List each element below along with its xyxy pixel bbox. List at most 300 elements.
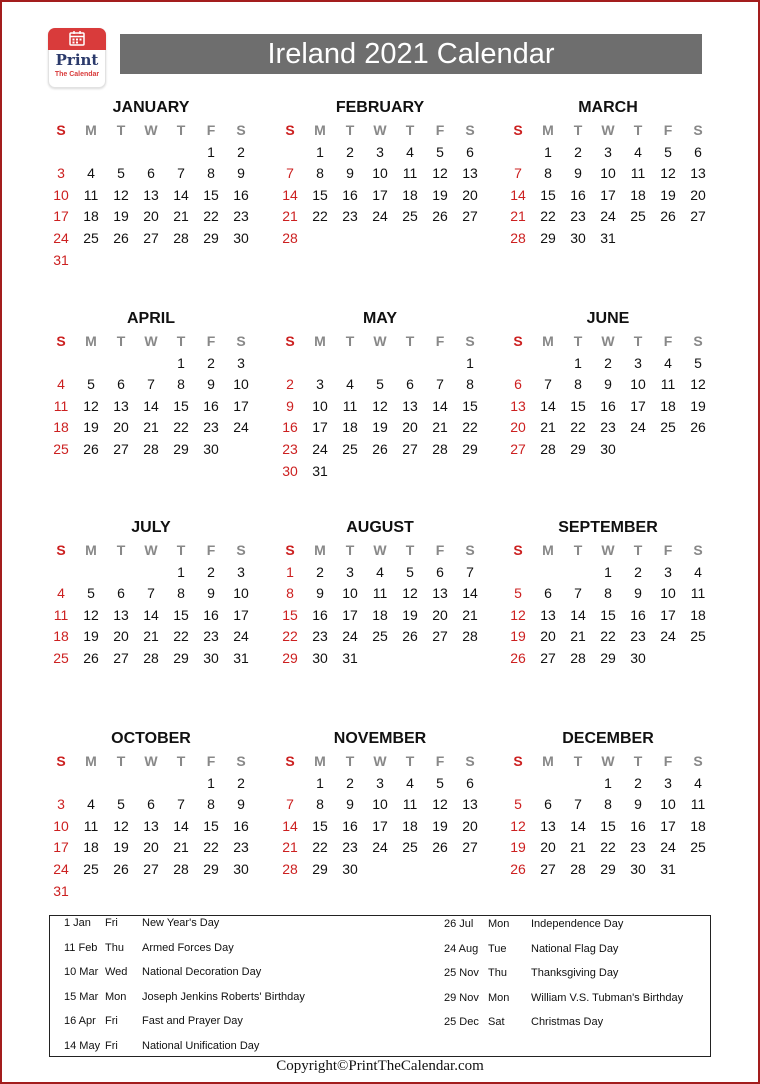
day-cell[interactable]: 5 [117, 796, 125, 813]
day-cell[interactable]: 14 [173, 817, 189, 834]
day-cell[interactable]: 26 [372, 440, 388, 457]
day-cell[interactable]: 7 [544, 376, 552, 393]
day-cell[interactable]: 16 [630, 817, 646, 834]
day-cell[interactable]: 27 [113, 440, 129, 457]
day-cell[interactable]: 7 [147, 376, 155, 393]
day-cell[interactable]: 21 [462, 606, 478, 623]
day-cell[interactable]: 27 [143, 860, 159, 877]
day-cell[interactable]: 3 [237, 563, 245, 580]
day-cell[interactable]: 6 [147, 796, 155, 813]
day-cell[interactable]: 23 [630, 628, 646, 645]
day-cell[interactable]: 16 [630, 606, 646, 623]
day-cell[interactable]: 3 [316, 376, 324, 393]
day-cell[interactable]: 20 [402, 419, 418, 436]
day-cell[interactable]: 25 [660, 419, 676, 436]
day-cell[interactable]: 29 [462, 440, 478, 457]
day-cell[interactable]: 2 [286, 376, 294, 393]
day-cell[interactable]: 9 [346, 165, 354, 182]
day-cell[interactable]: 4 [87, 165, 95, 182]
day-cell[interactable]: 18 [83, 839, 99, 856]
day-cell[interactable]: 6 [466, 774, 474, 791]
day-cell[interactable]: 10 [233, 585, 249, 602]
day-cell[interactable]: 23 [630, 839, 646, 856]
day-cell[interactable]: 23 [570, 208, 586, 225]
day-cell[interactable]: 6 [117, 585, 125, 602]
day-cell[interactable]: 17 [233, 397, 249, 414]
day-cell[interactable]: 29 [312, 860, 328, 877]
day-cell[interactable]: 14 [143, 397, 159, 414]
day-cell[interactable]: 5 [514, 585, 522, 602]
day-cell[interactable]: 5 [514, 796, 522, 813]
day-cell[interactable]: 5 [664, 143, 672, 160]
day-cell[interactable]: 11 [402, 165, 418, 182]
day-cell[interactable]: 14 [570, 817, 586, 834]
day-cell[interactable]: 7 [514, 165, 522, 182]
day-cell[interactable]: 17 [53, 839, 69, 856]
day-cell[interactable]: 27 [540, 649, 556, 666]
day-cell[interactable]: 16 [203, 606, 219, 623]
day-cell[interactable]: 21 [173, 208, 189, 225]
day-cell[interactable]: 9 [346, 796, 354, 813]
day-cell[interactable]: 23 [203, 628, 219, 645]
day-cell[interactable]: 23 [203, 419, 219, 436]
day-cell[interactable]: 25 [690, 628, 706, 645]
day-cell[interactable]: 17 [342, 606, 358, 623]
day-cell[interactable]: 7 [574, 585, 582, 602]
day-cell[interactable]: 18 [83, 208, 99, 225]
day-cell[interactable]: 24 [53, 860, 69, 877]
day-cell[interactable]: 25 [83, 860, 99, 877]
day-cell[interactable]: 1 [207, 143, 215, 160]
day-cell[interactable]: 9 [237, 796, 245, 813]
day-cell[interactable]: 8 [316, 165, 324, 182]
day-cell[interactable]: 20 [462, 817, 478, 834]
day-cell[interactable]: 3 [604, 143, 612, 160]
day-cell[interactable]: 24 [372, 839, 388, 856]
day-cell[interactable]: 21 [173, 839, 189, 856]
day-cell[interactable]: 1 [574, 354, 582, 371]
day-cell[interactable]: 22 [540, 208, 556, 225]
day-cell[interactable]: 17 [630, 397, 646, 414]
day-cell[interactable]: 13 [143, 186, 159, 203]
day-cell[interactable]: 26 [510, 860, 526, 877]
day-cell[interactable]: 27 [510, 440, 526, 457]
day-cell[interactable]: 25 [342, 440, 358, 457]
day-cell[interactable]: 30 [630, 649, 646, 666]
day-cell[interactable]: 10 [372, 165, 388, 182]
day-cell[interactable]: 25 [630, 208, 646, 225]
day-cell[interactable]: 2 [346, 774, 354, 791]
day-cell[interactable]: 21 [143, 419, 159, 436]
day-cell[interactable]: 31 [233, 649, 249, 666]
day-cell[interactable]: 7 [436, 376, 444, 393]
day-cell[interactable]: 18 [690, 817, 706, 834]
day-cell[interactable]: 2 [316, 563, 324, 580]
day-cell[interactable]: 12 [432, 165, 448, 182]
day-cell[interactable]: 1 [286, 563, 294, 580]
day-cell[interactable]: 20 [510, 419, 526, 436]
day-cell[interactable]: 30 [570, 229, 586, 246]
day-cell[interactable]: 14 [432, 397, 448, 414]
day-cell[interactable]: 20 [462, 186, 478, 203]
day-cell[interactable]: 3 [237, 354, 245, 371]
day-cell[interactable]: 18 [630, 186, 646, 203]
day-cell[interactable]: 3 [664, 774, 672, 791]
day-cell[interactable]: 3 [634, 354, 642, 371]
day-cell[interactable]: 17 [233, 606, 249, 623]
day-cell[interactable]: 28 [282, 860, 298, 877]
day-cell[interactable]: 3 [664, 563, 672, 580]
day-cell[interactable]: 29 [173, 440, 189, 457]
day-cell[interactable]: 24 [660, 628, 676, 645]
day-cell[interactable]: 19 [402, 606, 418, 623]
day-cell[interactable]: 27 [690, 208, 706, 225]
day-cell[interactable]: 20 [540, 628, 556, 645]
day-cell[interactable]: 8 [207, 796, 215, 813]
day-cell[interactable]: 21 [540, 419, 556, 436]
day-cell[interactable]: 20 [690, 186, 706, 203]
day-cell[interactable]: 19 [113, 839, 129, 856]
day-cell[interactable]: 23 [312, 628, 328, 645]
day-cell[interactable]: 16 [312, 606, 328, 623]
day-cell[interactable]: 21 [143, 628, 159, 645]
day-cell[interactable]: 22 [600, 628, 616, 645]
day-cell[interactable]: 4 [57, 376, 65, 393]
day-cell[interactable]: 26 [83, 649, 99, 666]
day-cell[interactable]: 29 [173, 649, 189, 666]
day-cell[interactable]: 7 [466, 563, 474, 580]
day-cell[interactable]: 22 [312, 839, 328, 856]
day-cell[interactable]: 3 [57, 165, 65, 182]
day-cell[interactable]: 13 [462, 165, 478, 182]
day-cell[interactable]: 5 [436, 143, 444, 160]
day-cell[interactable]: 17 [312, 419, 328, 436]
day-cell[interactable]: 8 [177, 585, 185, 602]
day-cell[interactable]: 22 [570, 419, 586, 436]
day-cell[interactable]: 23 [282, 440, 298, 457]
day-cell[interactable]: 23 [342, 839, 358, 856]
day-cell[interactable]: 16 [233, 817, 249, 834]
day-cell[interactable]: 8 [604, 796, 612, 813]
day-cell[interactable]: 31 [312, 462, 328, 479]
day-cell[interactable]: 1 [316, 774, 324, 791]
copyright-text[interactable]: Copyright©PrintTheCalendar.com [276, 1058, 484, 1074]
day-cell[interactable]: 10 [342, 585, 358, 602]
day-cell[interactable]: 11 [690, 585, 706, 602]
day-cell[interactable]: 26 [113, 229, 129, 246]
day-cell[interactable]: 15 [173, 606, 189, 623]
day-cell[interactable]: 21 [570, 628, 586, 645]
day-cell[interactable]: 30 [203, 649, 219, 666]
day-cell[interactable]: 22 [173, 628, 189, 645]
day-cell[interactable]: 28 [462, 628, 478, 645]
day-cell[interactable]: 20 [113, 419, 129, 436]
day-cell[interactable]: 14 [540, 397, 556, 414]
day-cell[interactable]: 11 [53, 606, 69, 623]
day-cell[interactable]: 20 [143, 208, 159, 225]
day-cell[interactable]: 4 [694, 563, 702, 580]
day-cell[interactable]: 20 [143, 839, 159, 856]
day-cell[interactable]: 30 [312, 649, 328, 666]
day-cell[interactable]: 24 [312, 440, 328, 457]
day-cell[interactable]: 13 [143, 817, 159, 834]
day-cell[interactable]: 31 [342, 649, 358, 666]
day-cell[interactable]: 19 [113, 208, 129, 225]
day-cell[interactable]: 12 [402, 585, 418, 602]
day-cell[interactable]: 14 [282, 186, 298, 203]
day-cell[interactable]: 26 [113, 860, 129, 877]
day-cell[interactable]: 8 [286, 585, 294, 602]
day-cell[interactable]: 25 [402, 839, 418, 856]
day-cell[interactable]: 4 [406, 143, 414, 160]
day-cell[interactable]: 27 [113, 649, 129, 666]
day-cell[interactable]: 28 [282, 229, 298, 246]
day-cell[interactable]: 7 [286, 796, 294, 813]
day-cell[interactable]: 28 [143, 440, 159, 457]
day-cell[interactable]: 24 [342, 628, 358, 645]
day-cell[interactable]: 13 [540, 606, 556, 623]
day-cell[interactable]: 25 [690, 839, 706, 856]
day-cell[interactable]: 23 [342, 208, 358, 225]
day-cell[interactable]: 9 [207, 376, 215, 393]
day-cell[interactable]: 12 [83, 397, 99, 414]
day-cell[interactable]: 3 [376, 774, 384, 791]
day-cell[interactable]: 28 [570, 649, 586, 666]
day-cell[interactable]: 14 [282, 817, 298, 834]
day-cell[interactable]: 18 [342, 419, 358, 436]
day-cell[interactable]: 5 [87, 376, 95, 393]
day-cell[interactable]: 16 [342, 817, 358, 834]
day-cell[interactable]: 29 [600, 860, 616, 877]
day-cell[interactable]: 24 [53, 229, 69, 246]
day-cell[interactable]: 2 [207, 563, 215, 580]
day-cell[interactable]: 15 [600, 606, 616, 623]
day-cell[interactable]: 8 [544, 165, 552, 182]
day-cell[interactable]: 5 [117, 165, 125, 182]
day-cell[interactable]: 1 [316, 143, 324, 160]
day-cell[interactable]: 16 [233, 186, 249, 203]
day-cell[interactable]: 2 [634, 563, 642, 580]
day-cell[interactable]: 28 [540, 440, 556, 457]
day-cell[interactable]: 6 [514, 376, 522, 393]
day-cell[interactable]: 10 [660, 796, 676, 813]
day-cell[interactable]: 14 [510, 186, 526, 203]
day-cell[interactable]: 5 [436, 774, 444, 791]
day-cell[interactable]: 7 [147, 585, 155, 602]
day-cell[interactable]: 13 [432, 585, 448, 602]
day-cell[interactable]: 30 [342, 860, 358, 877]
day-cell[interactable]: 11 [53, 397, 69, 414]
day-cell[interactable]: 4 [376, 563, 384, 580]
day-cell[interactable]: 31 [53, 251, 69, 268]
day-cell[interactable]: 7 [177, 796, 185, 813]
day-cell[interactable]: 20 [432, 606, 448, 623]
day-cell[interactable]: 2 [574, 143, 582, 160]
day-cell[interactable]: 16 [342, 186, 358, 203]
day-cell[interactable]: 26 [83, 440, 99, 457]
day-cell[interactable]: 29 [540, 229, 556, 246]
day-cell[interactable]: 11 [660, 376, 676, 393]
day-cell[interactable]: 6 [117, 376, 125, 393]
day-cell[interactable]: 23 [233, 839, 249, 856]
day-cell[interactable]: 21 [282, 839, 298, 856]
day-cell[interactable]: 6 [436, 563, 444, 580]
day-cell[interactable]: 15 [312, 817, 328, 834]
day-cell[interactable]: 10 [630, 376, 646, 393]
day-cell[interactable]: 9 [634, 796, 642, 813]
day-cell[interactable]: 9 [286, 397, 294, 414]
day-cell[interactable]: 13 [402, 397, 418, 414]
day-cell[interactable]: 11 [402, 796, 418, 813]
day-cell[interactable]: 19 [372, 419, 388, 436]
day-cell[interactable]: 15 [540, 186, 556, 203]
day-cell[interactable]: 10 [600, 165, 616, 182]
day-cell[interactable]: 24 [233, 419, 249, 436]
day-cell[interactable]: 19 [432, 186, 448, 203]
day-cell[interactable]: 10 [233, 376, 249, 393]
day-cell[interactable]: 7 [286, 165, 294, 182]
day-cell[interactable]: 28 [173, 860, 189, 877]
day-cell[interactable]: 6 [544, 796, 552, 813]
day-cell[interactable]: 4 [87, 796, 95, 813]
day-cell[interactable]: 11 [690, 796, 706, 813]
day-cell[interactable]: 19 [660, 186, 676, 203]
day-cell[interactable]: 22 [203, 839, 219, 856]
day-cell[interactable]: 2 [634, 774, 642, 791]
day-cell[interactable]: 4 [694, 774, 702, 791]
day-cell[interactable]: 7 [574, 796, 582, 813]
day-cell[interactable]: 8 [466, 376, 474, 393]
day-cell[interactable]: 29 [282, 649, 298, 666]
day-cell[interactable]: 11 [83, 817, 99, 834]
day-cell[interactable]: 3 [346, 563, 354, 580]
day-cell[interactable]: 27 [143, 229, 159, 246]
day-cell[interactable]: 1 [544, 143, 552, 160]
day-cell[interactable]: 1 [177, 354, 185, 371]
day-cell[interactable]: 27 [402, 440, 418, 457]
day-cell[interactable]: 13 [540, 817, 556, 834]
day-cell[interactable]: 21 [432, 419, 448, 436]
day-cell[interactable]: 27 [462, 208, 478, 225]
day-cell[interactable]: 25 [53, 649, 69, 666]
day-cell[interactable]: 11 [630, 165, 646, 182]
day-cell[interactable]: 14 [570, 606, 586, 623]
day-cell[interactable]: 18 [372, 606, 388, 623]
day-cell[interactable]: 9 [316, 585, 324, 602]
day-cell[interactable]: 31 [660, 860, 676, 877]
day-cell[interactable]: 31 [53, 882, 69, 899]
day-cell[interactable]: 30 [233, 229, 249, 246]
day-cell[interactable]: 12 [432, 796, 448, 813]
day-cell[interactable]: 30 [282, 462, 298, 479]
day-cell[interactable]: 12 [660, 165, 676, 182]
day-cell[interactable]: 21 [282, 208, 298, 225]
day-cell[interactable]: 24 [233, 628, 249, 645]
day-cell[interactable]: 16 [203, 397, 219, 414]
day-cell[interactable]: 17 [660, 817, 676, 834]
day-cell[interactable]: 12 [113, 817, 129, 834]
day-cell[interactable]: 2 [207, 354, 215, 371]
day-cell[interactable]: 8 [177, 376, 185, 393]
day-cell[interactable]: 22 [600, 839, 616, 856]
day-cell[interactable]: 6 [466, 143, 474, 160]
day-cell[interactable]: 8 [316, 796, 324, 813]
day-cell[interactable]: 28 [143, 649, 159, 666]
day-cell[interactable]: 13 [510, 397, 526, 414]
day-cell[interactable]: 10 [53, 817, 69, 834]
day-cell[interactable]: 26 [432, 839, 448, 856]
day-cell[interactable]: 15 [203, 817, 219, 834]
day-cell[interactable]: 10 [660, 585, 676, 602]
day-cell[interactable]: 21 [510, 208, 526, 225]
day-cell[interactable]: 6 [147, 165, 155, 182]
day-cell[interactable]: 8 [207, 165, 215, 182]
day-cell[interactable]: 22 [203, 208, 219, 225]
day-cell[interactable]: 29 [203, 229, 219, 246]
day-cell[interactable]: 23 [600, 419, 616, 436]
day-cell[interactable]: 2 [346, 143, 354, 160]
day-cell[interactable]: 5 [376, 376, 384, 393]
day-cell[interactable]: 2 [604, 354, 612, 371]
day-cell[interactable]: 14 [143, 606, 159, 623]
day-cell[interactable]: 10 [372, 796, 388, 813]
day-cell[interactable]: 19 [510, 628, 526, 645]
day-cell[interactable]: 28 [432, 440, 448, 457]
day-cell[interactable]: 13 [113, 606, 129, 623]
day-cell[interactable]: 16 [282, 419, 298, 436]
day-cell[interactable]: 12 [510, 817, 526, 834]
day-cell[interactable]: 16 [570, 186, 586, 203]
day-cell[interactable]: 5 [406, 563, 414, 580]
day-cell[interactable]: 19 [690, 397, 706, 414]
day-cell[interactable]: 4 [664, 354, 672, 371]
day-cell[interactable]: 9 [237, 165, 245, 182]
day-cell[interactable]: 6 [694, 143, 702, 160]
day-cell[interactable]: 20 [113, 628, 129, 645]
day-cell[interactable]: 4 [57, 585, 65, 602]
day-cell[interactable]: 11 [342, 397, 358, 414]
day-cell[interactable]: 18 [53, 628, 69, 645]
day-cell[interactable]: 3 [376, 143, 384, 160]
day-cell[interactable]: 11 [372, 585, 388, 602]
day-cell[interactable]: 24 [630, 419, 646, 436]
day-cell[interactable]: 15 [600, 817, 616, 834]
day-cell[interactable]: 30 [233, 860, 249, 877]
day-cell[interactable]: 1 [604, 563, 612, 580]
day-cell[interactable]: 12 [510, 606, 526, 623]
day-cell[interactable]: 31 [600, 229, 616, 246]
day-cell[interactable]: 6 [544, 585, 552, 602]
day-cell[interactable]: 22 [173, 419, 189, 436]
day-cell[interactable]: 9 [604, 376, 612, 393]
day-cell[interactable]: 12 [690, 376, 706, 393]
day-cell[interactable]: 24 [600, 208, 616, 225]
day-cell[interactable]: 14 [173, 186, 189, 203]
day-cell[interactable]: 18 [53, 419, 69, 436]
day-cell[interactable]: 25 [372, 628, 388, 645]
day-cell[interactable]: 25 [402, 208, 418, 225]
day-cell[interactable]: 18 [690, 606, 706, 623]
day-cell[interactable]: 6 [406, 376, 414, 393]
day-cell[interactable]: 18 [660, 397, 676, 414]
day-cell[interactable]: 30 [630, 860, 646, 877]
day-cell[interactable]: 11 [83, 186, 99, 203]
day-cell[interactable]: 5 [87, 585, 95, 602]
day-cell[interactable]: 22 [282, 628, 298, 645]
day-cell[interactable]: 25 [53, 440, 69, 457]
day-cell[interactable]: 4 [406, 774, 414, 791]
day-cell[interactable]: 30 [203, 440, 219, 457]
